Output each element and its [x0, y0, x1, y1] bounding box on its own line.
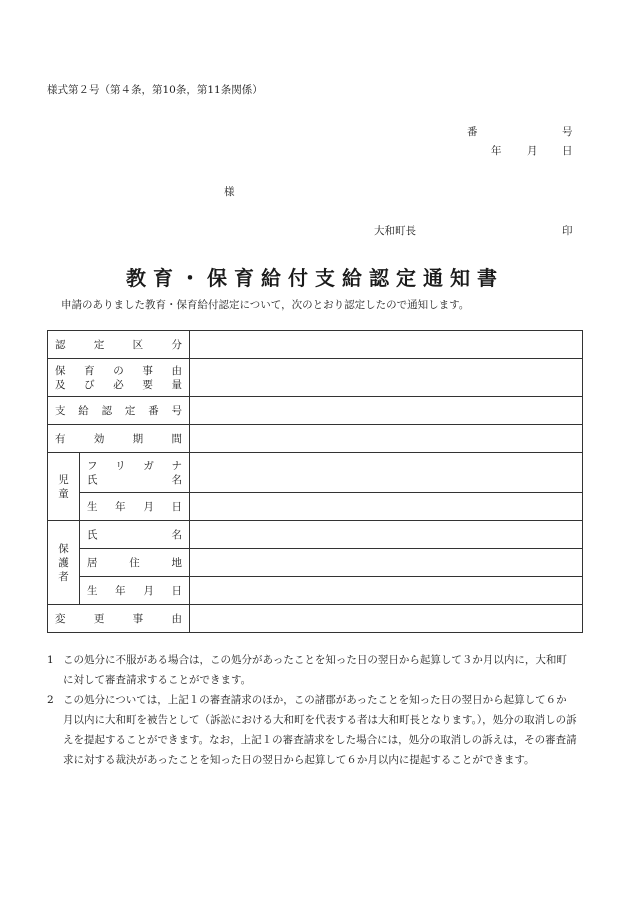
date-day: 日 — [562, 145, 573, 157]
value-hogosha-birthdate[interactable] — [190, 577, 583, 605]
row-shikyu-bango — [48, 397, 583, 425]
certification-table — [47, 330, 583, 633]
label-jido: 児 童 — [58, 473, 69, 500]
note-text: この処分に不服がある場合は，この処分があったことを知った日の翌日から起算して３か月以内に，大和町に対して審査請求することができます。 — [63, 654, 567, 686]
row-jido-seinengappi — [48, 493, 583, 521]
notes-section — [47, 650, 577, 770]
label-furigana-shimei: フ リ ガ ナ 氏 名 — [87, 459, 182, 486]
number-suffix: 号 — [562, 126, 573, 138]
note-1 — [47, 650, 577, 690]
value-jido-birthdate[interactable] — [190, 493, 583, 521]
note-number: 2 — [47, 694, 54, 706]
value-jido-name[interactable] — [190, 453, 583, 493]
addressee-honorific: 様 — [224, 186, 235, 198]
label-yuko-kikan: 有 効 期 間 — [55, 433, 182, 445]
label-kyojuchi: 居 住 地 — [87, 557, 182, 569]
row-yuko-kikan — [48, 425, 583, 453]
row-hogosha-kyojuchi — [48, 549, 583, 577]
label-hoiku-jiyu: 保 育 の 事 由 及 び 必 要 量 — [55, 364, 182, 391]
label-shikyu-bango: 支 給 認 定 番 号 — [55, 405, 182, 417]
value-henko-jiyu[interactable] — [190, 605, 583, 633]
label-jido-seinengappi: 生 年 月 日 — [87, 501, 182, 513]
value-yuko-kikan[interactable] — [190, 425, 583, 453]
row-hogosha-shimei — [48, 521, 583, 549]
note-text: この処分については，上記１の審査請求のほか，この諸郡があったことを知った日の翌日から起算して６か月以内に大和町を被告として（訴訟における大和町を代表する者は大和町長となります。），処分の取消しの訴えを提起することができます。なお，上記１の審査請求をした場合には，処分の取消しの訴えは，その審査請求に対する裁決があったことを知った日の翌日から起算して６か月以内に提起することができます。 — [63, 694, 577, 766]
row-hogosha-seinengappi — [48, 577, 583, 605]
value-nintei-kubun[interactable] — [190, 331, 583, 359]
label-nintei-kubun: 認 定 区 分 — [55, 339, 182, 351]
note-2 — [47, 690, 577, 770]
date-month: 月 — [527, 145, 538, 157]
label-henko-jiyu: 変 更 事 由 — [55, 613, 182, 625]
form-number: 様式第２号（第４条，第10条，第11条関係） — [47, 84, 263, 96]
seal-mark: 印 — [562, 225, 573, 237]
label-hogosha-seinengappi: 生 年 月 日 — [87, 585, 182, 597]
note-number: 1 — [47, 654, 54, 666]
number-label: 番 — [467, 126, 478, 138]
document-title: 教育・保育給付支給認定通知書 — [126, 266, 504, 290]
row-jido-furigana — [48, 453, 583, 493]
row-henko-jiyu — [48, 605, 583, 633]
issuer-name: 大和町長 — [374, 225, 416, 237]
intro-text: 申請のありました教育・保育給付認定について，次のとおり認定したので通知します。 — [61, 299, 470, 311]
value-hogosha-name[interactable] — [190, 521, 583, 549]
value-kyojuchi[interactable] — [190, 549, 583, 577]
value-shikyu-bango[interactable] — [190, 397, 583, 425]
date-year: 年 — [491, 145, 502, 157]
label-hogosha-shimei: 氏 名 — [87, 529, 182, 541]
row-hoiku-jiyu — [48, 359, 583, 397]
value-hoiku-jiyu[interactable] — [190, 359, 583, 397]
label-hogosha: 保 護 者 — [58, 542, 69, 583]
row-nintei-kubun — [48, 331, 583, 359]
